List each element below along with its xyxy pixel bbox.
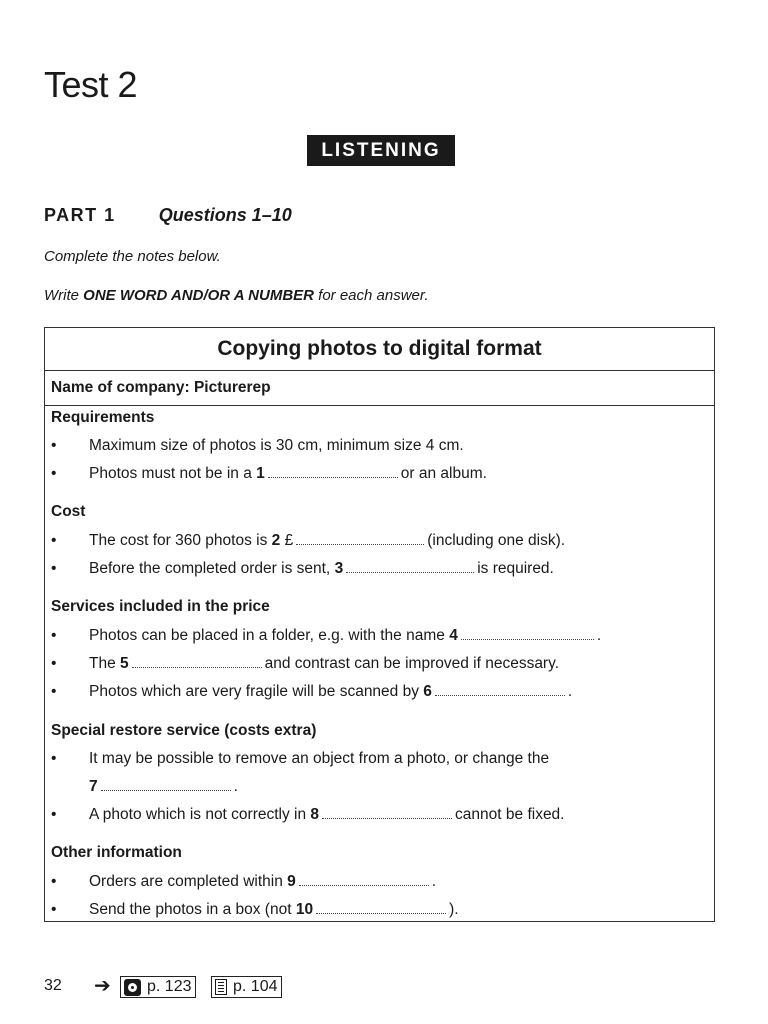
answer-blank bbox=[461, 629, 594, 640]
answers-reference bbox=[211, 976, 282, 998]
instruction-write: Write ONE WORD AND/OR A NUMBER for each answer. bbox=[44, 287, 429, 304]
audio-page-ref: p. 123 bbox=[147, 978, 192, 995]
company-name: Name of company: Picturerep bbox=[45, 371, 714, 406]
section-other: Other information bbox=[51, 844, 182, 861]
answer-blank bbox=[435, 685, 565, 696]
answer-blank bbox=[322, 808, 452, 819]
question-number: 8 bbox=[310, 806, 320, 823]
question-number: 6 bbox=[423, 683, 432, 700]
part-heading bbox=[44, 205, 292, 226]
instruction-complete: Complete the notes below. bbox=[44, 248, 221, 265]
question-number: 10 bbox=[295, 901, 314, 918]
answer-blank bbox=[296, 534, 424, 545]
question-number: 5 bbox=[120, 655, 129, 672]
audio-reference bbox=[120, 976, 196, 998]
cd-icon bbox=[124, 979, 141, 996]
arrow-icon: ➔ bbox=[94, 975, 111, 997]
notes-box: Copying photos to digital format Name of company: Picturerep Requirements • Maximum size of photos is 30 cm, minimum size 4 cm. • Photos must not be in a 1 or an album. Cost • The cost for 360 photos is 2 £ (including one disk). • Before the completed order is sent, 3 is required. Services included in the price • Photos can be placed in a folder, e.g. with the name 4 . • The 5 and contrast can be improved if necessary. • Photos which are very fragile will be scanned by 6 . Special restore service (costs extra) • It may be possible to remove an object from a photo, or change the 7 . • A photo which is not correctly in 8 cannot be fixed. Other information • Orders are completed within 9 . • Send the photos in a box (not 10 ). bbox=[44, 327, 715, 922]
part-label: PART 1 bbox=[44, 205, 116, 225]
section-badge: LISTENING bbox=[307, 135, 455, 166]
questions-label: Questions 1–10 bbox=[158, 205, 292, 225]
question-number: 1 bbox=[256, 465, 265, 482]
answer-blank bbox=[316, 903, 446, 914]
answer-blank bbox=[268, 467, 398, 478]
page-number: 32 bbox=[44, 977, 62, 994]
answer-blank bbox=[299, 875, 429, 886]
page-title: Test 2 bbox=[44, 64, 138, 105]
question-number: 7 bbox=[89, 778, 98, 795]
section-services: Services included in the price bbox=[51, 598, 270, 615]
question-number: 9 bbox=[287, 873, 296, 890]
document-icon bbox=[215, 979, 227, 995]
answer-blank bbox=[101, 780, 231, 791]
question-number: 2 bbox=[271, 532, 281, 549]
answer-blank bbox=[132, 657, 262, 668]
notes-title: Copying photos to digital format bbox=[45, 328, 714, 371]
question-number: 4 bbox=[449, 627, 458, 644]
answer-blank bbox=[346, 562, 474, 573]
section-restore: Special restore service (costs extra) bbox=[51, 722, 317, 739]
answers-page-ref: p. 104 bbox=[233, 978, 278, 995]
question-number: 3 bbox=[334, 560, 344, 577]
section-requirements: Requirements bbox=[51, 409, 155, 426]
section-cost: Cost bbox=[51, 503, 86, 520]
